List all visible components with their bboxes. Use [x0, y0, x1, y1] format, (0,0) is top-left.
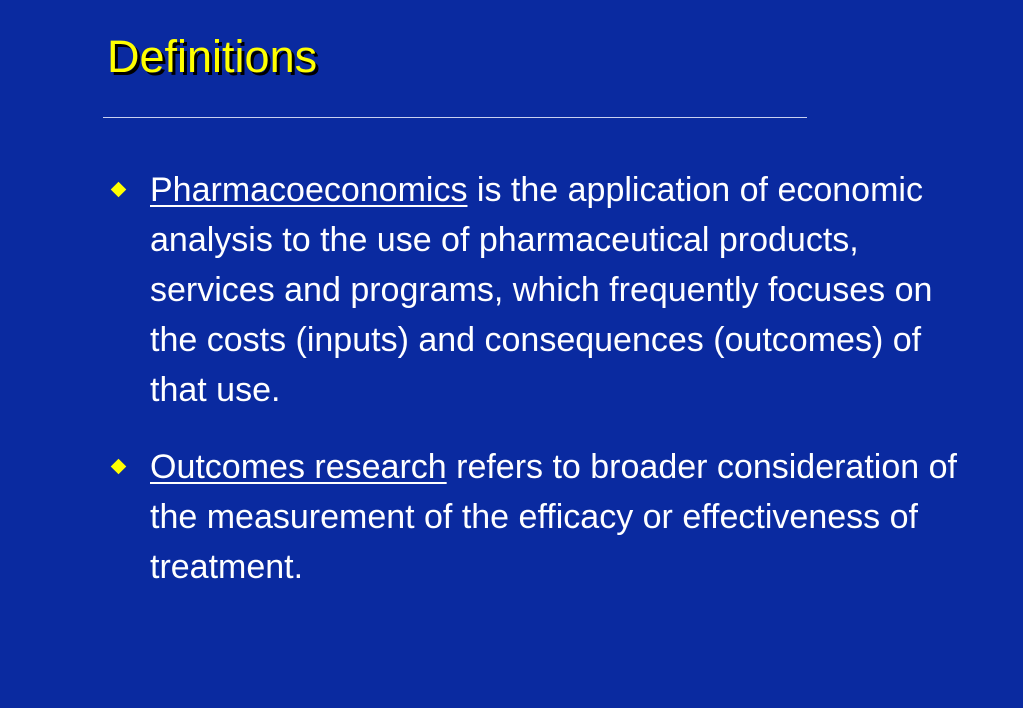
term-pharmacoeconomics: Pharmacoeconomics: [150, 171, 468, 209]
diamond-bullet-icon: [111, 459, 127, 475]
term-outcomes-research: Outcomes research: [150, 448, 447, 486]
bullet-item-outcomes-research: [105, 442, 985, 592]
diamond-bullet-icon: [111, 182, 127, 198]
definition-outcomes-research: refers to broader consideration of the measurement of the efficacy or effectiveness of treatment.: [150, 448, 957, 586]
slide-title: Definitions: [107, 31, 318, 82]
title-divider: [103, 117, 807, 118]
bullet-item-pharmacoeconomics: [105, 165, 985, 415]
definition-pharmacoeconomics: is the application of economic analysis to the use of pharmaceutical products, services and programs, which frequently focuses on the costs (inputs) and consequences (outcomes) of that use.: [150, 171, 933, 409]
bullet-list: [105, 165, 985, 592]
